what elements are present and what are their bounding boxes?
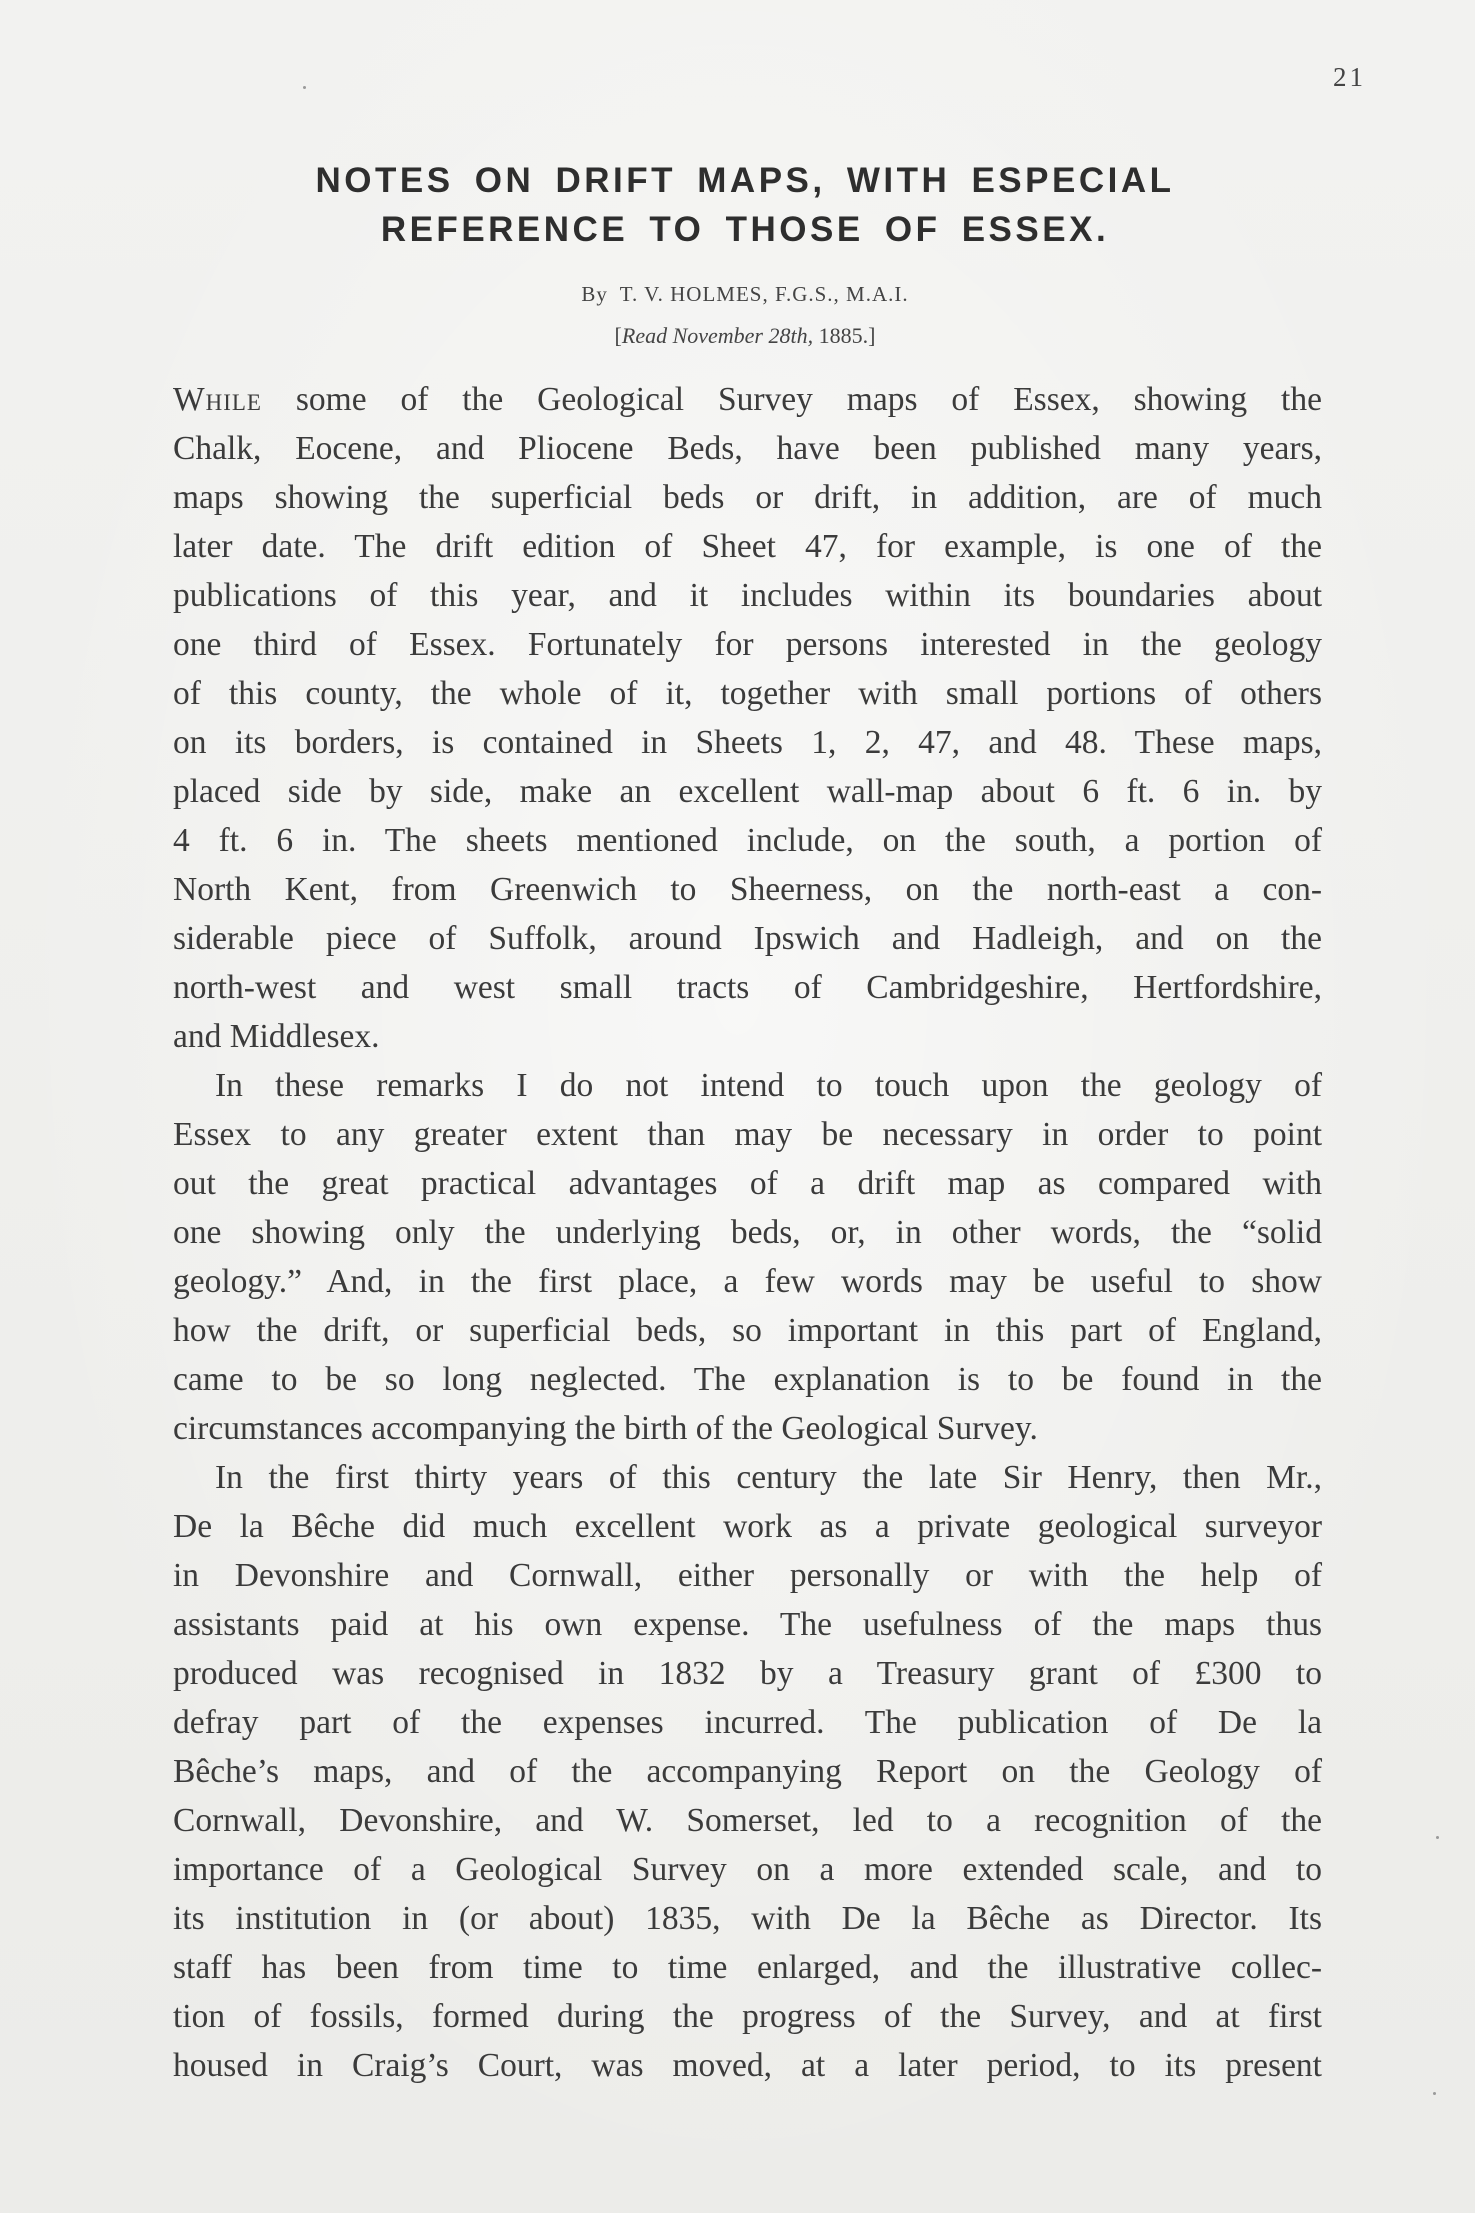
- text-line: its institution in (or about) 1835, with De la Bêche as Director. Its: [173, 1900, 1322, 1937]
- paper-speck: [1433, 2092, 1436, 2095]
- text-line: In the first thirty years of this century the late Sir Henry, then Mr.,: [215, 1459, 1322, 1496]
- text-line-content: some of the Geological Survey maps of Essex, showing the: [262, 381, 1322, 418]
- paragraph-2: [173, 1061, 1322, 1453]
- byline-author: T. V. HOLMES, F.G.S., M.A.I.: [619, 282, 909, 306]
- article-title: [160, 156, 1330, 254]
- text-line: out the great practical advantages of a drift map as compared with: [173, 1165, 1322, 1202]
- text-line: how the drift, or superficial beds, so important in this part of England,: [173, 1312, 1322, 1349]
- text-line: siderable piece of Suffolk, around Ipswich and Hadleigh, and on the: [173, 920, 1322, 957]
- paragraph-3: [173, 1453, 1322, 2090]
- text-line: of this county, the whole of it, together with small portions of others: [173, 675, 1322, 712]
- text-line: one showing only the underlying beds, or, in other words, the “solid: [173, 1214, 1322, 1251]
- text-line: maps showing the superficial beds or drift, in addition, are of much: [173, 479, 1322, 516]
- text-line: and Middlesex.: [173, 1018, 380, 1055]
- text-line: geology.” And, in the first place, a few words may be useful to show: [173, 1263, 1322, 1300]
- lead-word: While: [173, 381, 262, 418]
- text-line: on its borders, is contained in Sheets 1, 2, 47, and 48. These maps,: [173, 724, 1322, 761]
- text-line: [173, 375, 1322, 424]
- text-line: one third of Essex. Fortunately for persons interested in the geology: [173, 626, 1322, 663]
- paper-speck: [303, 86, 306, 89]
- text-line: Chalk, Eocene, and Pliocene Beds, have been published many years,: [173, 430, 1322, 467]
- read-note-year: 1885.]: [813, 323, 876, 348]
- page-number: 21: [1333, 62, 1366, 92]
- body-text: [173, 375, 1322, 2090]
- text-line: assistants paid at his own expense. The usefulness of the maps thus: [173, 1606, 1322, 1643]
- read-date-note: [160, 323, 1330, 349]
- read-note-open: [: [614, 323, 622, 348]
- title-line-1: NOTES ON DRIFT MAPS, WITH ESPECIAL: [315, 161, 1175, 200]
- text-line: Essex to any greater extent than may be necessary in order to point: [173, 1116, 1322, 1153]
- text-line: defray part of the expenses incurred. The publication of De la: [173, 1704, 1322, 1741]
- text-line: Cornwall, Devonshire, and W. Somerset, led to a recognition of the: [173, 1802, 1322, 1839]
- text-line: north-west and west small tracts of Cambridgeshire, Hertfordshire,: [173, 969, 1322, 1006]
- text-line: placed side by side, make an excellent wall-map about 6 ft. 6 in. by: [173, 773, 1322, 810]
- text-line: De la Bêche did much excellent work as a private geological surveyor: [173, 1508, 1322, 1545]
- text-line: later date. The drift edition of Sheet 47, for example, is one of the: [173, 528, 1322, 565]
- text-line: Bêche’s maps, and of the accompanying Report on the Geology of: [173, 1753, 1322, 1790]
- paper-speck: [1436, 1836, 1439, 1839]
- read-note-italic: Read November 28th,: [621, 323, 814, 348]
- text-line: housed in Craig’s Court, was moved, at a later period, to its present: [173, 2047, 1322, 2084]
- author-byline: [160, 282, 1330, 307]
- text-line: North Kent, from Greenwich to Sheerness, on the north-east a con-: [173, 871, 1322, 908]
- text-line: in Devonshire and Cornwall, either personally or with the help of: [173, 1557, 1322, 1594]
- title-line-2: REFERENCE TO THOSE OF ESSEX.: [380, 210, 1110, 249]
- text-line: importance of a Geological Survey on a more extended scale, and to: [173, 1851, 1322, 1888]
- paragraph-1: [173, 375, 1322, 1061]
- text-line: 4 ft. 6 in. The sheets mentioned include, on the south, a portion of: [173, 822, 1322, 859]
- text-line: produced was recognised in 1832 by a Treasury grant of £300 to: [173, 1655, 1322, 1692]
- text-line: staff has been from time to time enlarged, and the illustrative collec-: [173, 1949, 1322, 1986]
- text-line: In these remarks I do not intend to touch upon the geology of: [215, 1067, 1322, 1104]
- text-line: came to be so long neglected. The explanation is to be found in the: [173, 1361, 1322, 1398]
- text-line: publications of this year, and it includes within its boundaries about: [173, 577, 1322, 614]
- text-line: circumstances accompanying the birth of the Geological Survey.: [173, 1410, 1038, 1447]
- text-line: tion of fossils, formed during the progress of the Survey, and at first: [173, 1998, 1322, 2035]
- byline-by: By: [581, 282, 608, 306]
